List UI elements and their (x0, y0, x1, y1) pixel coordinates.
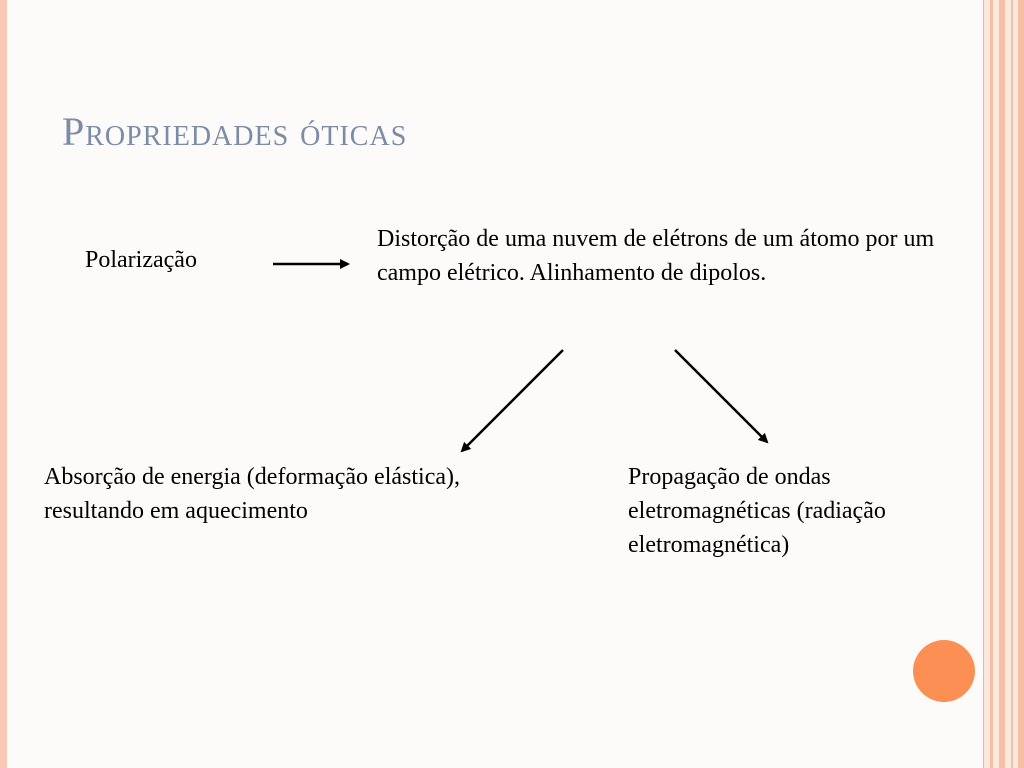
polarization-definition: Distorção de uma nuvem de elétrons de um átomo por um campo elétrico. Alinhamento de dipolos. (377, 226, 935, 286)
energy-absorption-text: Absorção de energia (deformação elástica), resultando em aquecimento (44, 464, 461, 524)
arrow-to-propagation (675, 350, 767, 442)
arrow-to-absorption (462, 350, 563, 451)
wave-propagation-text: Propagação de ondas eletromagnéticas (radiação eletromagnética) (628, 464, 886, 558)
slide-title: Propriedades óticas (62, 109, 408, 154)
orange-circle-decoration (913, 640, 975, 702)
polarization-label: Polarização (85, 247, 197, 273)
